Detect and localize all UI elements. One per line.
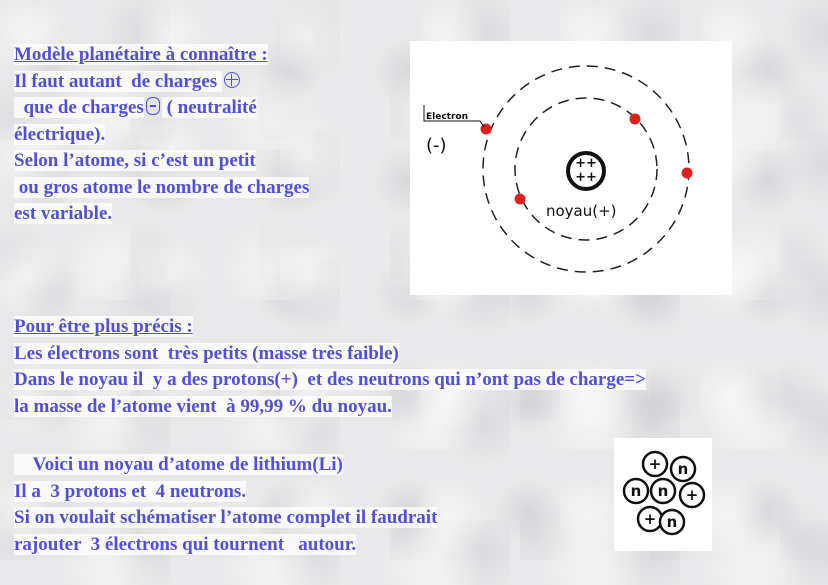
text-line: Dans le noyau il y a des protons(+) et des neutrons qui n’ont pas de charge=>: [14, 369, 646, 390]
proton: [680, 483, 704, 507]
svg-text:+: +: [643, 510, 657, 528]
svg-text:n: n: [657, 482, 669, 500]
neutron: [624, 479, 648, 503]
lithium-block: [14, 452, 437, 558]
text-line: la masse de l’atome vient à 99,99 % du noyau.: [14, 395, 392, 417]
nucleus-label: noyau(+): [546, 202, 617, 220]
details-block: [14, 314, 646, 420]
text-line: Les électrons sont très petits (masse très faible): [14, 342, 399, 364]
text-line: Il faut autant de charges: [14, 70, 222, 92]
positive-charge-icon: [224, 72, 240, 88]
planetary-model-svg: [410, 41, 732, 295]
electron: [682, 168, 693, 179]
text-line: Voici un noyau d’atome de lithium(Li): [14, 454, 343, 475]
neutron: [651, 479, 675, 503]
nucleus-symbols-top: ++: [575, 156, 597, 171]
lithium-nucleus-diagram: [614, 438, 712, 551]
text-line: électrique).: [14, 123, 106, 145]
electron-label: Electron: [426, 112, 469, 122]
nucleus-symbols-bottom: ++: [575, 170, 597, 185]
svg-text:n: n: [666, 513, 678, 531]
svg-text:n: n: [630, 482, 642, 500]
neutron: [660, 510, 684, 534]
electron: [630, 114, 641, 125]
charge-label: (-): [426, 135, 447, 156]
svg-text:+: +: [648, 455, 662, 473]
neutron: [671, 457, 695, 481]
planetary-model-diagram: [410, 41, 732, 295]
svg-text:+: +: [685, 486, 699, 504]
text-line: Selon l’atome, si c’est un petit: [14, 150, 256, 171]
text-line: que de charges: [14, 97, 144, 118]
electron: [481, 124, 492, 135]
svg-text:n: n: [677, 460, 689, 478]
electron: [515, 194, 526, 205]
lithium-nucleus-svg: [614, 438, 712, 551]
text-line: Si on voulait schématiser l’atome complet il faudrait: [14, 507, 438, 528]
proton: [643, 452, 667, 476]
text-line: ( neutralité: [161, 97, 257, 118]
negative-charge-icon: [146, 97, 160, 115]
text-line: ou gros atome le nombre de charges: [14, 176, 310, 198]
text-line: Il a 3 protons et 4 neutrons.: [14, 480, 247, 502]
text-line: rajouter 3 électrons qui tournent autour.: [14, 533, 357, 555]
intro-block: [14, 42, 309, 228]
text-line: est variable.: [14, 203, 113, 224]
proton: [638, 507, 662, 531]
heading-planetary-model: Modèle planétaire à connaître :: [14, 44, 268, 65]
heading-more-precise: Pour être plus précis :: [14, 316, 193, 337]
